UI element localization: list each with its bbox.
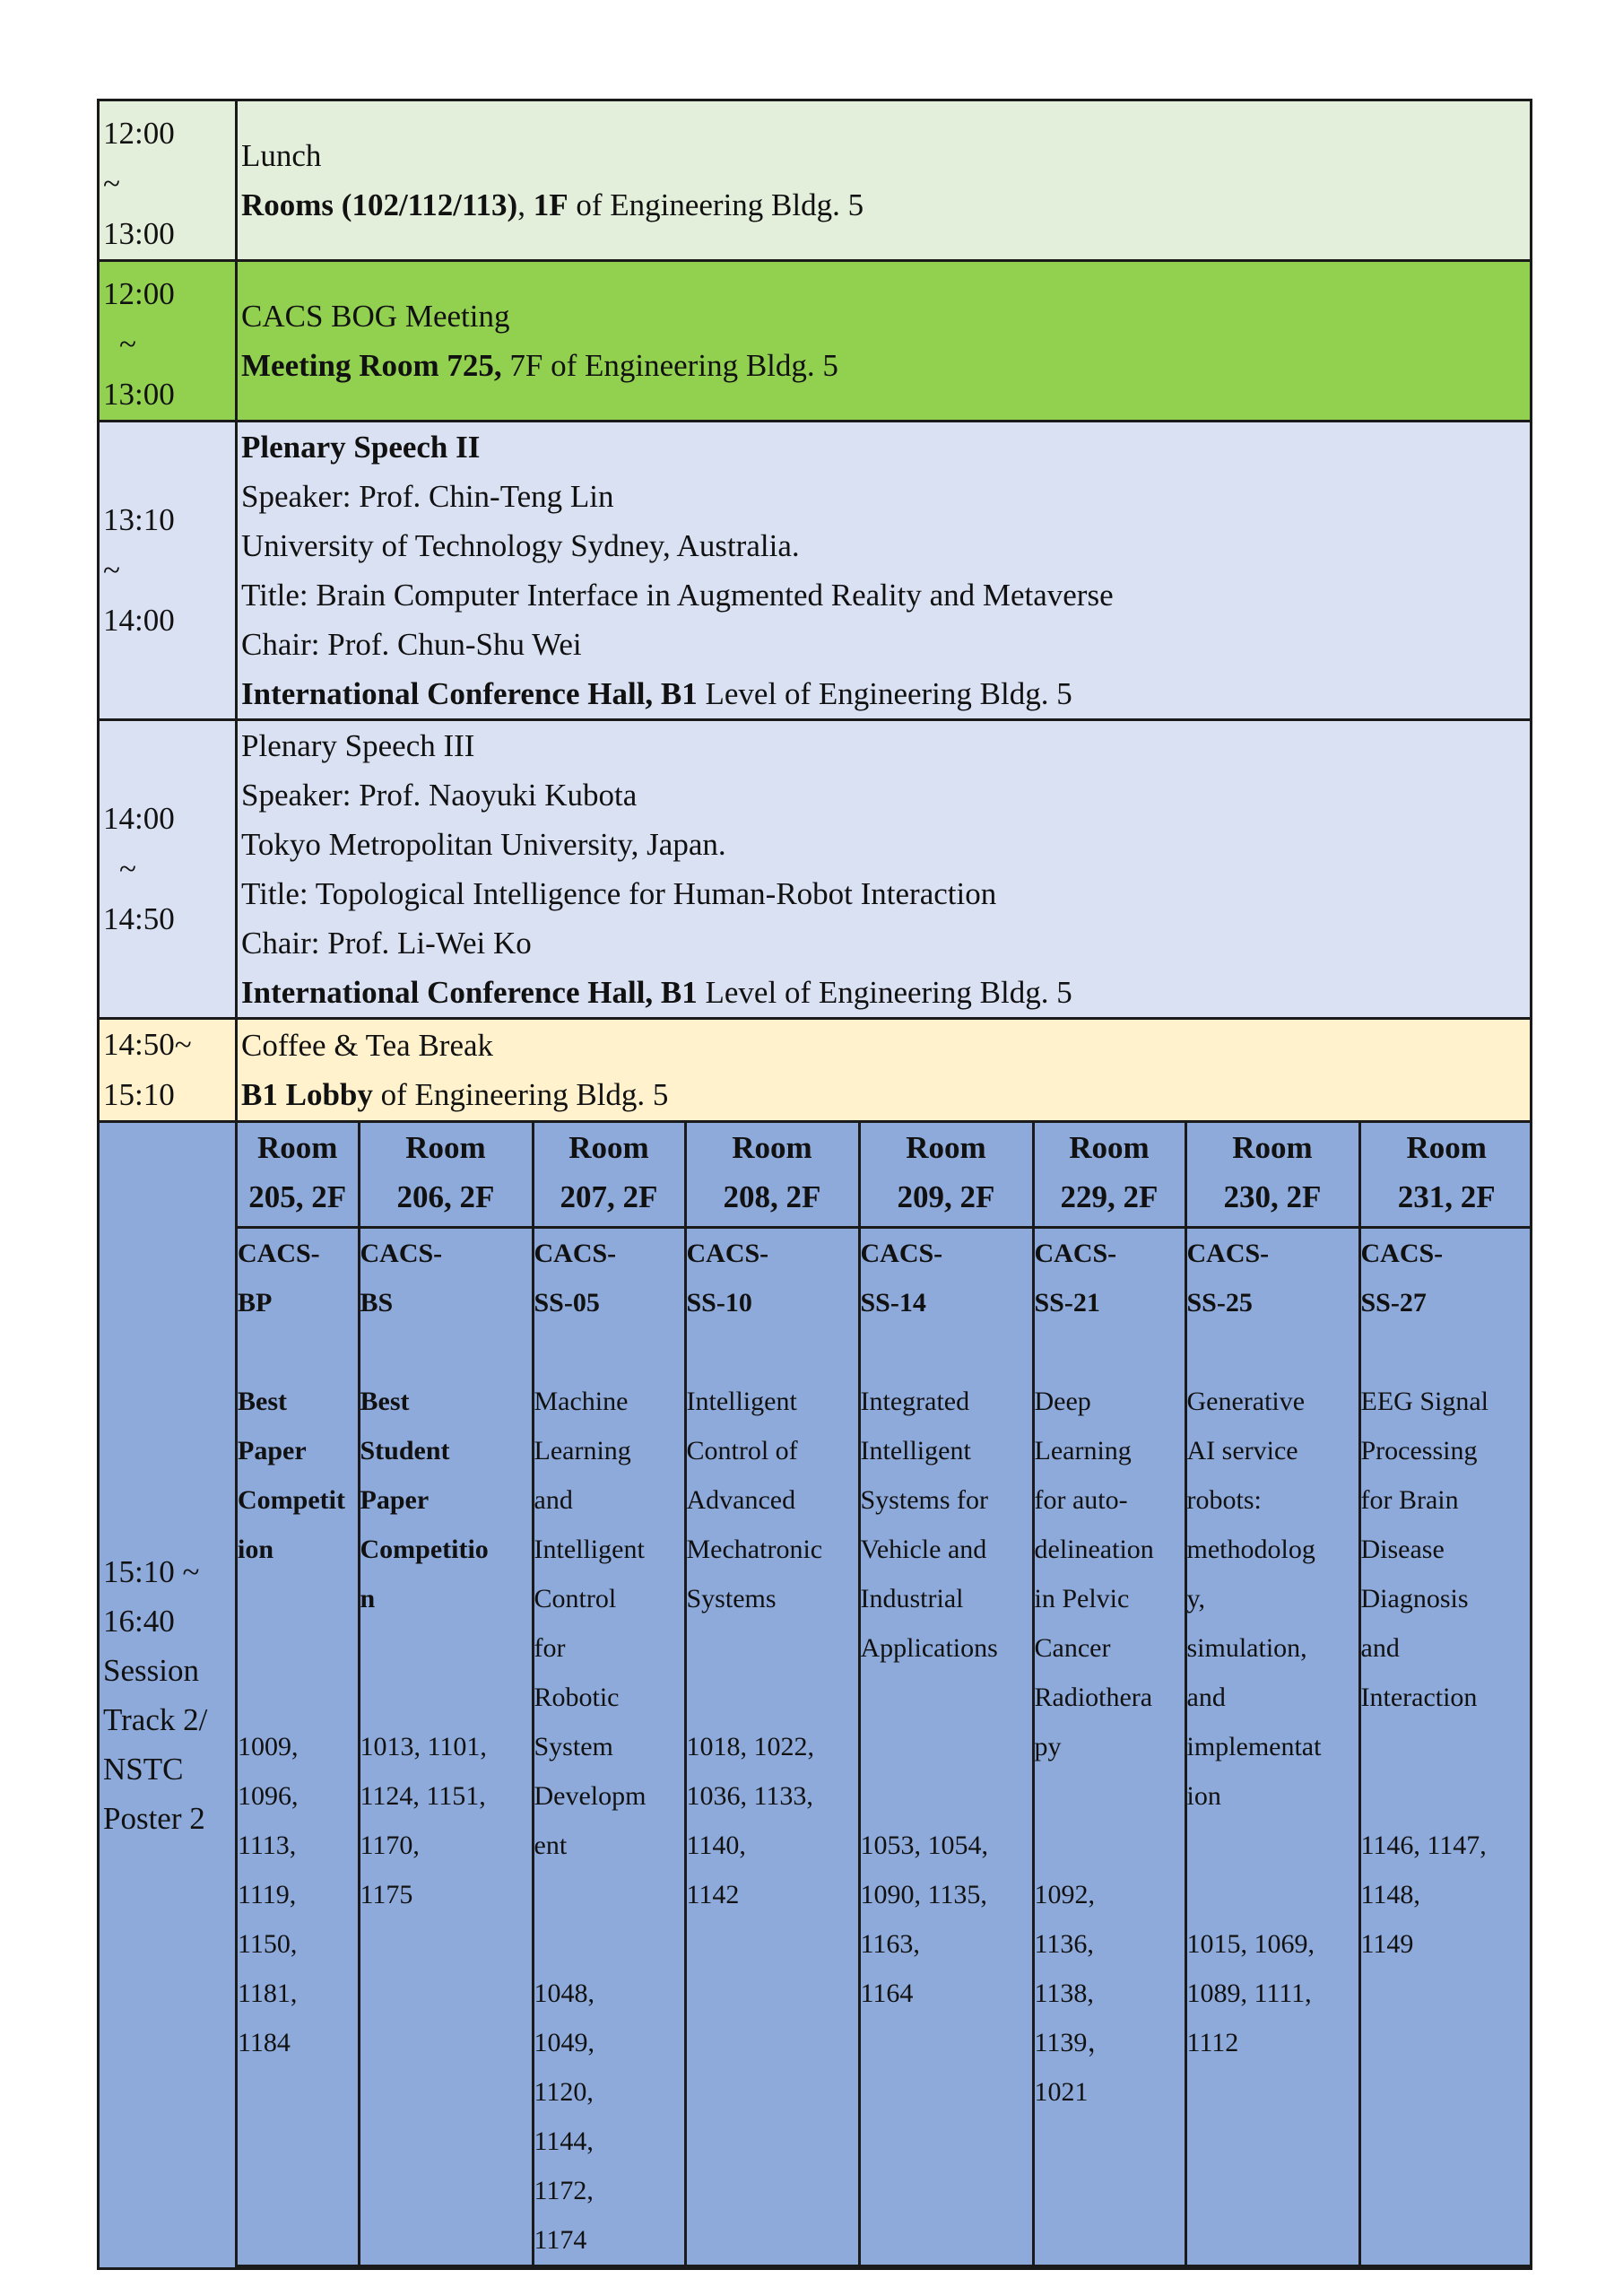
- paper-ids: 1053, 1054,: [860, 1830, 988, 1860]
- paper-ids: 1174: [534, 2224, 587, 2255]
- session-code: CACS-: [534, 1238, 617, 1268]
- room-header: [685, 1123, 859, 1227]
- session-code: SS-21: [1034, 1287, 1100, 1318]
- coffee-content: [237, 1019, 1532, 1122]
- paper-ids: 1139，: [1034, 2027, 1115, 2057]
- bog-content: [237, 261, 1532, 422]
- room-label: Room: [1069, 1130, 1150, 1165]
- plenary-location: [241, 968, 1526, 1017]
- lunch-location: [241, 180, 1526, 230]
- room-header: [238, 1123, 359, 1227]
- session-title: AI service: [1186, 1435, 1298, 1465]
- session-title: Machine: [534, 1386, 629, 1416]
- location-rest: of Engineering Bldg. 5: [372, 1077, 669, 1112]
- session-title: implementat: [1186, 1731, 1322, 1761]
- session-code: CACS-: [360, 1238, 443, 1268]
- paper-ids: 1036, 1133,: [686, 1780, 813, 1811]
- room-label: Room: [405, 1130, 486, 1165]
- session-code: CACS-: [1034, 1238, 1117, 1268]
- session-title: Intelligent: [534, 1534, 645, 1564]
- sessions-grid-cell: [237, 1122, 1532, 2269]
- session-code: BS: [360, 1287, 394, 1318]
- paper-ids: 1112: [1186, 2027, 1239, 2057]
- schedule-table: [97, 99, 1532, 2270]
- paper-ids: 1172,: [534, 2175, 594, 2205]
- session-title: Systems for: [860, 1484, 988, 1515]
- session-title: Deep: [1034, 1386, 1091, 1416]
- paper-ids: 1163,: [860, 1928, 920, 1959]
- room-header: [533, 1123, 685, 1227]
- paper-ids: 1184: [238, 2027, 291, 2057]
- paper-ids: 1175: [360, 1879, 413, 1909]
- location-floor: 1F: [533, 187, 568, 222]
- plenary-talk-title: Title: Topological Intelligence for Human-Robot Interaction: [241, 876, 997, 911]
- session-title: Generative: [1186, 1386, 1306, 1416]
- paper-ids: 1170,: [360, 1830, 420, 1860]
- time-tilde: ~: [103, 552, 120, 587]
- session-title: and: [534, 1484, 573, 1515]
- schedule-page: [97, 99, 1530, 2270]
- session-title: delineation: [1034, 1534, 1154, 1564]
- paper-ids: 1150,: [238, 1928, 298, 1959]
- session-cell: [859, 1227, 1033, 2266]
- session-title: EEG Signal: [1360, 1386, 1488, 1416]
- session-title: methodolog: [1186, 1534, 1315, 1564]
- location-rest: Level of Engineering Bldg. 5: [697, 676, 1072, 711]
- session-title: Processing: [1360, 1435, 1478, 1465]
- session-title: ion: [238, 1534, 274, 1564]
- paper-ids: 1113,: [238, 1830, 297, 1860]
- time-tilde: ~: [103, 166, 120, 201]
- location-rest: of Engineering Bldg. 5: [568, 187, 864, 222]
- bog-location: [241, 341, 1526, 390]
- coffee-time: [99, 1019, 237, 1122]
- location-sep: ,: [517, 187, 534, 222]
- time-start: 13:10: [103, 502, 175, 537]
- sessions-row: [99, 1122, 1532, 2269]
- paper-ids: 1096,: [238, 1780, 299, 1811]
- room-number: 209, 2F: [897, 1179, 995, 1214]
- session-title: y,: [1186, 1583, 1206, 1613]
- room-header: [1185, 1123, 1359, 1227]
- room-label: Room: [906, 1130, 986, 1165]
- session-title: py: [1034, 1731, 1062, 1761]
- paper-ids: 1140,: [686, 1830, 746, 1860]
- session-title: in Pelvic: [1034, 1583, 1130, 1613]
- session-code: SS-10: [686, 1287, 752, 1318]
- session-title: Best: [360, 1386, 410, 1416]
- session-title: ion: [1186, 1780, 1221, 1811]
- paper-ids: 1018, 1022,: [686, 1731, 814, 1761]
- plenary-2-row: [99, 422, 1532, 720]
- session-code: CACS-: [1360, 1238, 1444, 1268]
- lunch-content: [237, 100, 1532, 261]
- plenary-3-time: [99, 720, 237, 1019]
- session-title: Competit: [238, 1484, 345, 1515]
- session-title: Disease: [1360, 1534, 1445, 1564]
- room-header: [359, 1123, 533, 1227]
- location-bold: B1 Lobby: [241, 1077, 373, 1112]
- session-title: Radiothera: [1034, 1682, 1153, 1712]
- session-title: Intelligent: [686, 1386, 797, 1416]
- session-cell: [238, 1227, 359, 2266]
- plenary-location: [241, 669, 1526, 718]
- plenary-2-time: [99, 422, 237, 720]
- session-title: Learning: [1034, 1435, 1132, 1465]
- bog-title: CACS BOG Meeting: [241, 299, 510, 334]
- plenary-affiliation: University of Technology Sydney, Australia.: [241, 528, 800, 563]
- room-label: Room: [1406, 1130, 1487, 1165]
- coffee-location: [241, 1070, 1526, 1119]
- session-code: SS-25: [1186, 1287, 1253, 1318]
- room-header-row: [238, 1123, 1532, 1227]
- time-start: 14:00: [103, 801, 175, 836]
- time-end: 15:10: [103, 1077, 175, 1112]
- time-end: 16:40: [103, 1603, 175, 1639]
- paper-ids: 1009,: [238, 1731, 299, 1761]
- plenary-3-content: [237, 720, 1532, 1019]
- room-number: 205, 2F: [248, 1179, 347, 1214]
- time-end: 14:50: [103, 901, 175, 936]
- paper-ids: 1148,: [1360, 1879, 1420, 1909]
- session-title: Competitio: [360, 1534, 489, 1564]
- paper-ids: 1149: [1360, 1928, 1414, 1959]
- session-label: Session: [103, 1652, 199, 1688]
- session-title: Paper: [360, 1484, 430, 1515]
- session-title: for: [534, 1632, 566, 1663]
- plenary-talk-title: Title: Brain Computer Interface in Augmented Reality and Metaverse: [241, 578, 1114, 613]
- session-code: CACS-: [238, 1238, 320, 1268]
- session-title: ent: [534, 1830, 568, 1860]
- session-title: n: [360, 1583, 376, 1613]
- session-title: Diagnosis: [1360, 1583, 1469, 1613]
- poster-label: Poster 2: [103, 1800, 205, 1836]
- time-start: 14:50~: [103, 1027, 192, 1062]
- location-bold: Rooms (102/112/113): [241, 187, 518, 222]
- paper-ids: 1181,: [238, 1978, 298, 2008]
- paper-ids: 1146, 1147,: [1360, 1830, 1487, 1860]
- paper-ids: 1090, 1135,: [860, 1879, 987, 1909]
- paper-ids: 1089, 1111,: [1186, 1978, 1312, 2008]
- paper-ids: 1049,: [534, 2027, 595, 2057]
- session-title: Interaction: [1360, 1682, 1478, 1712]
- plenary-chair: Chair: Prof. Li-Wei Ko: [241, 926, 532, 961]
- room-header: [1033, 1123, 1185, 1227]
- sessions-time: [99, 1122, 237, 2269]
- session-title: Integrated: [860, 1386, 970, 1416]
- plenary-title: Plenary Speech III: [241, 728, 475, 763]
- session-title: Mechatronic: [686, 1534, 823, 1564]
- time-end: 14:00: [103, 603, 175, 638]
- session-code: CACS-: [1186, 1238, 1270, 1268]
- session-cell: [1359, 1227, 1532, 2266]
- location-bold: Meeting Room 725,: [241, 348, 502, 383]
- session-title: Robotic: [534, 1682, 620, 1712]
- room-number: 207, 2F: [560, 1179, 658, 1214]
- session-cell: [359, 1227, 533, 2266]
- plenary-speaker: Speaker: Prof. Naoyuki Kubota: [241, 778, 638, 813]
- paper-ids: 1013, 1101,: [360, 1731, 487, 1761]
- track-label: Track 2/: [103, 1701, 208, 1737]
- room-label: Room: [568, 1130, 649, 1165]
- location-rest: 7F of Engineering Bldg. 5: [501, 348, 838, 383]
- bog-time: [99, 261, 237, 422]
- lunch-time: [99, 100, 237, 261]
- room-label: Room: [1232, 1130, 1313, 1165]
- session-title: Advanced: [686, 1484, 796, 1515]
- room-number: 206, 2F: [396, 1179, 495, 1214]
- session-title: simulation,: [1186, 1632, 1307, 1663]
- room-number: 229, 2F: [1060, 1179, 1159, 1214]
- plenary-affiliation: Tokyo Metropolitan University, Japan.: [241, 827, 726, 862]
- session-code: BP: [238, 1287, 273, 1318]
- paper-ids: 1092,: [1034, 1879, 1095, 1909]
- session-title: Vehicle and: [860, 1534, 987, 1564]
- session-title: Control: [534, 1583, 617, 1613]
- coffee-row: [99, 1019, 1532, 1122]
- plenary-title: Plenary Speech II: [241, 430, 481, 465]
- paper-ids: 1120,: [534, 2076, 594, 2107]
- session-code: SS-27: [1360, 1287, 1427, 1318]
- session-title: and: [1186, 1682, 1226, 1712]
- time-tilde: ~: [119, 326, 136, 361]
- paper-ids: 1124, 1151,: [360, 1780, 486, 1811]
- plenary-3-row: [99, 720, 1532, 1019]
- paper-ids: 1015, 1069,: [1186, 1928, 1315, 1959]
- session-title: Cancer: [1034, 1632, 1111, 1663]
- paper-ids: 1048,: [534, 1978, 595, 2008]
- nstc-label: NSTC: [103, 1751, 184, 1787]
- room-label: Room: [257, 1130, 338, 1165]
- paper-ids: 1164: [860, 1978, 914, 2008]
- session-title: System: [534, 1731, 613, 1761]
- time-end: 13:00: [103, 216, 175, 251]
- room-number: 230, 2F: [1223, 1179, 1322, 1214]
- room-number: 208, 2F: [723, 1179, 821, 1214]
- lunch-row: [99, 100, 1532, 261]
- time-end: 13:00: [103, 377, 175, 412]
- session-title: Best: [238, 1386, 287, 1416]
- location-bold: International Conference Hall, B1: [241, 975, 698, 1010]
- session-title: Industrial: [860, 1583, 964, 1613]
- session-title: Systems: [686, 1583, 777, 1613]
- session-title: Student: [360, 1435, 450, 1465]
- room-label: Room: [732, 1130, 812, 1165]
- rooms-table: [238, 1123, 1532, 2267]
- session-cell: [685, 1227, 859, 2266]
- session-title: Paper: [238, 1435, 307, 1465]
- session-code: CACS-: [860, 1238, 943, 1268]
- session-title: for auto-: [1034, 1484, 1128, 1515]
- session-title: Control of: [686, 1435, 798, 1465]
- session-title: Applications: [860, 1632, 998, 1663]
- session-title: for Brain: [1360, 1484, 1459, 1515]
- session-title: and: [1360, 1632, 1400, 1663]
- time-start: 15:10 ~: [103, 1553, 200, 1589]
- time-start: 12:00: [103, 276, 175, 311]
- room-header: [1359, 1123, 1532, 1227]
- paper-ids: 1144,: [534, 2126, 594, 2156]
- session-cell: [1185, 1227, 1359, 2266]
- session-code: CACS-: [686, 1238, 769, 1268]
- location-rest: Level of Engineering Bldg. 5: [697, 975, 1072, 1010]
- room-body-row: [238, 1227, 1532, 2266]
- session-code: SS-14: [860, 1287, 926, 1318]
- session-cell: [533, 1227, 685, 2266]
- time-tilde: ~: [119, 851, 136, 886]
- paper-ids: 1138,: [1034, 1978, 1094, 2008]
- session-title: Developm: [534, 1780, 647, 1811]
- plenary-chair: Chair: Prof. Chun-Shu Wei: [241, 627, 582, 662]
- coffee-title: Coffee & Tea Break: [241, 1028, 494, 1063]
- paper-ids: 1142: [686, 1879, 740, 1909]
- plenary-speaker: Speaker: Prof. Chin-Teng Lin: [241, 479, 614, 514]
- session-cell: [1033, 1227, 1185, 2266]
- room-header: [859, 1123, 1033, 1227]
- bog-row: [99, 261, 1532, 422]
- room-number: 231, 2F: [1397, 1179, 1496, 1214]
- location-bold: International Conference Hall, B1: [241, 676, 698, 711]
- paper-ids: 1136,: [1034, 1928, 1094, 1959]
- lunch-title: Lunch: [241, 138, 322, 173]
- paper-ids: 1119,: [238, 1879, 297, 1909]
- session-title: Learning: [534, 1435, 631, 1465]
- session-title: Intelligent: [860, 1435, 971, 1465]
- paper-ids: 1021: [1034, 2076, 1089, 2107]
- time-start: 12:00: [103, 116, 175, 151]
- plenary-2-content: [237, 422, 1532, 720]
- session-code: SS-05: [534, 1287, 600, 1318]
- session-title: robots:: [1186, 1484, 1262, 1515]
